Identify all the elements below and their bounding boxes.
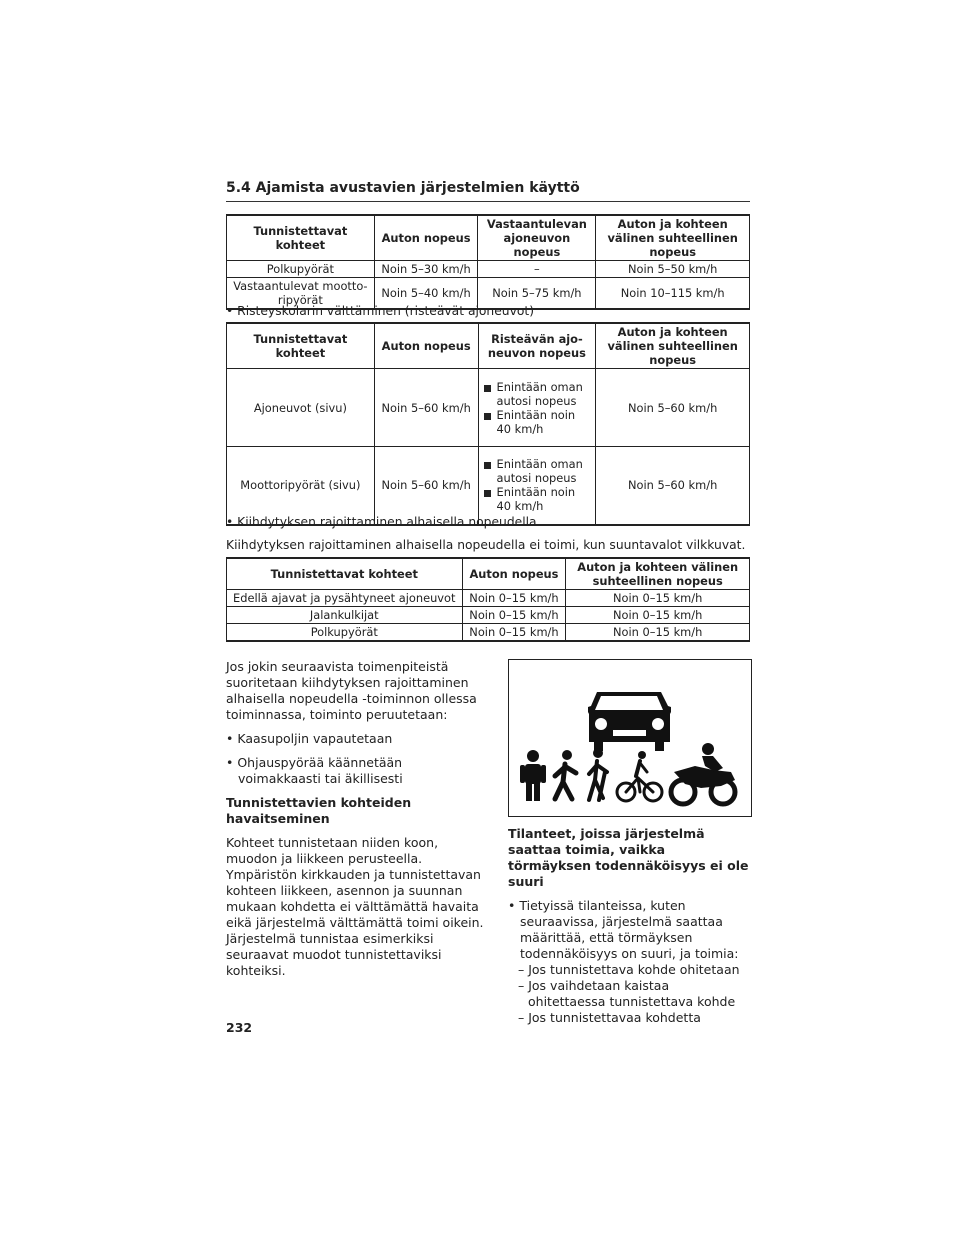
section-heading: Tilanteet, joissa järjestelmä saattaa toimia, vaikka törmäyksen todennäköisyys ei ole suuri: [508, 826, 749, 889]
table-cell: Edellä ajavat ja pysähtyneet ajoneuvot: [227, 590, 463, 607]
table-cell: Noin 5–60 km/h: [374, 447, 478, 525]
accel-note: Kiihdytyksen rajoittaminen alhaisella nopeudella ei toimi, kun suuntavalot vilkkuvat.: [226, 538, 746, 552]
table-cell: Noin 5–60 km/h: [596, 447, 750, 525]
target-shapes-illustration: [509, 660, 751, 816]
pedestrian-with-bicycle-icon: [589, 748, 607, 800]
table-cell: Noin 5–60 km/h: [374, 369, 478, 447]
table-cell: Polkupyörät: [227, 261, 375, 278]
col-header: Auton nopeus: [374, 323, 478, 369]
col-header: Risteävän ajoneuvon nopeus: [478, 323, 596, 369]
table-cell: Noin 0–15 km/h: [566, 607, 750, 624]
table-row: [227, 607, 750, 624]
col-header: Tunnistettavat kohteet: [227, 323, 375, 369]
col-header: Auton nopeus: [374, 215, 478, 261]
bullet-item: • Kaasupoljin vapautetaan: [226, 731, 393, 746]
sub-item: – Jos tunnistettavaa kohdetta: [518, 1010, 701, 1025]
left-column: [226, 659, 484, 987]
table-cell: Noin 10–115 km/h: [596, 278, 750, 310]
table-cell: Noin 5–50 km/h: [596, 261, 750, 278]
table-cell: Noin 5–30 km/h: [374, 261, 478, 278]
list-item: Enintään oman autosi nopeus: [482, 457, 593, 485]
table-cell: Ajoneuvot (sivu): [227, 369, 375, 447]
col-header: Auton ja kohteen välinen suhteellinen nopeus: [596, 215, 750, 261]
table-cell: Moottoripyörät (sivu): [227, 447, 375, 525]
col-header: Auton ja kohteen välinen suhteellinen nopeus: [566, 558, 750, 590]
bullet-item: • Ohjauspyörää käännetään voimakkaasti tai äkillisesti: [226, 755, 403, 786]
table-cell: Noin 0–15 km/h: [566, 590, 750, 607]
col-header: Auton ja kohteen välinen suhteellinen nopeus: [596, 323, 750, 369]
list-item: Enintään noin 40 km/h: [482, 408, 593, 436]
sub-item: – Jos vaihdetaan kaistaa ohitettaessa tunnistettava kohde: [518, 978, 736, 1009]
col-header: Auton nopeus: [462, 558, 566, 590]
table-cell: Polkupyörät: [227, 624, 463, 642]
pedestrian-walking-icon: [555, 750, 576, 799]
table-cell: Noin 5–75 km/h: [478, 278, 596, 310]
sub-item: – Jos tunnistettava kohde ohitetaan: [518, 962, 740, 977]
bullet-intersection: • Risteyskolarin välttäminen (risteävät ajoneuvot): [226, 304, 534, 318]
list-item: Enintään noin 40 km/h: [482, 485, 593, 513]
table-cell: –: [478, 261, 596, 278]
page-number: 232: [226, 1020, 253, 1035]
table-cell: Noin 0–15 km/h: [462, 607, 566, 624]
section-heading: Tunnistettavien kohteiden havaitseminen: [226, 795, 412, 826]
table-row: [227, 261, 750, 278]
oncoming-targets-table: [226, 214, 750, 310]
bullet-accel: • Kiihdytyksen rajoittaminen alhaisella nopeudella: [226, 515, 537, 529]
table-cell: Noin 0–15 km/h: [566, 624, 750, 642]
table-cell: Vastaantulevat moottoripyörät: [227, 278, 375, 310]
right-column: [508, 826, 750, 1026]
crossing-targets-table: [226, 322, 750, 526]
table-row: [227, 369, 750, 447]
table-cell: Noin 5–40 km/h: [374, 278, 478, 310]
pedestrian-standing-icon: [520, 750, 546, 801]
body-paragraph: Kohteet tunnistetaan niiden koon, muodon ja liikkeen perusteella. Ympäristön kirkkauden ja tunnistettavan kohteen liikkeen, asennon ja suunnan mukaan kohdetta ei välttämättä havaita eikä järjestelmä välttämättä toimi oikein. Järjestelmä tunnistaa esimerkiksi seuraavat muodot tunnistettaviksi kohteiksi.: [226, 835, 484, 978]
table-cell: Noin 0–15 km/h: [462, 624, 566, 642]
bullet-item: • Tietyissä tilanteissa, kuten seuraavissa, järjestelmä saattaa määrittää, että törmäyksen todennäköisyys on suuri, ja toimia:: [508, 898, 739, 961]
table-row: [227, 590, 750, 607]
target-shapes-figure: [508, 659, 752, 817]
table-cell: Jalankulkijat: [227, 607, 463, 624]
table-row: [227, 624, 750, 642]
accel-targets-table: [226, 557, 750, 642]
table-cell: [478, 447, 596, 525]
col-header: Vastaantulevan ajoneuvon nopeus: [478, 215, 596, 261]
motorcycle-icon: [671, 743, 735, 804]
cyclist-icon: [617, 751, 662, 801]
table-cell: [478, 369, 596, 447]
intro-paragraph: Jos jokin seuraavista toimenpiteistä suoritetaan kiihdytyksen rajoittaminen alhaisella nopeudella -toiminnon ollessa toiminnassa, toiminto peruutetaan:: [226, 659, 477, 722]
list-item: Enintään oman autosi nopeus: [482, 380, 593, 408]
table-cell: Noin 5–60 km/h: [596, 369, 750, 447]
car-icon: [588, 692, 671, 751]
table-cell: Noin 0–15 km/h: [462, 590, 566, 607]
table-row: [227, 447, 750, 525]
section-header: 5.4 Ajamista avustavien järjestelmien käyttö: [226, 180, 750, 202]
col-header: Tunnistettavat kohteet: [227, 215, 375, 261]
col-header: Tunnistettavat kohteet: [227, 558, 463, 590]
